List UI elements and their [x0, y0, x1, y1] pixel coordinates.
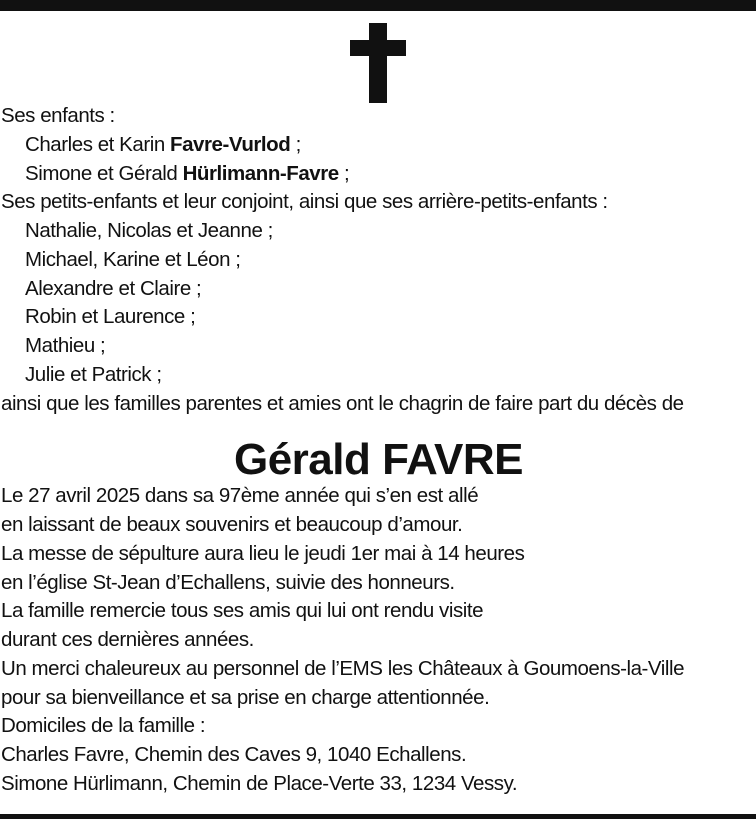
detail-line: Le 27 avril 2025 dans sa 97ème année qui s’en est allé: [1, 484, 479, 508]
detail-line: Domiciles de la famille :: [1, 714, 206, 738]
child-tail: ;: [290, 132, 301, 156]
grandchild-entry: Michael, Karine et Léon ;: [25, 247, 241, 271]
detail-line: en l’église St-Jean d’Echallens, suivie des honneurs.: [1, 570, 455, 594]
details-block: [1, 482, 756, 798]
closing-line: ainsi que les familles parentes et amies ont le chagrin de faire part du décès de: [1, 391, 684, 415]
detail-line: Un merci chaleureux au personnel de l’EMS les Châteaux à Goumoens-la-Ville: [1, 656, 685, 680]
address-line: Charles Favre, Chemin des Caves 9, 1040 Echallens.: [1, 743, 467, 766]
child-tail: ;: [338, 161, 350, 185]
obituary-text: [1, 102, 756, 799]
detail-line: durant ces dernières années.: [1, 628, 254, 651]
child-entry: [1, 131, 756, 160]
grandchild-entry: Nathalie, Nicolas et Jeanne ;: [25, 219, 273, 242]
child-entry: [1, 160, 756, 189]
grandchild-entry: Alexandre et Claire ;: [25, 276, 202, 300]
detail-line: La famille remercie tous ses amis qui lui ont rendu visite: [1, 599, 484, 623]
address-line: Simone Hürlimann, Chemin de Place-Verte 33, 1234 Vessy.: [1, 771, 518, 795]
grandchild-entry: Robin et Laurence ;: [25, 305, 196, 329]
grandchild-entry: Julie et Patrick ;: [25, 362, 162, 386]
child-surname: Hürlimann-Favre: [182, 161, 339, 185]
grandchildren-heading: Ses petits-enfants et leur conjoint, ainsi que ses arrière-petits-enfants :: [1, 190, 608, 214]
cross-icon: [350, 23, 406, 103]
child-surname: Favre-Vurlod: [170, 132, 291, 156]
detail-line: La messe de sépulture aura lieu le jeudi 1er mai à 14 heures: [1, 541, 525, 565]
child-names: Charles et Karin: [25, 132, 171, 156]
detail-line: pour sa bienveillance et sa prise en charge attentionnée.: [1, 685, 490, 709]
bottom-border-rule: [0, 814, 756, 819]
grandchild-entry: Mathieu ;: [25, 334, 106, 357]
child-names: Simone et Gérald: [25, 161, 183, 185]
children-heading: Ses enfants :: [1, 104, 115, 127]
detail-line: en laissant de beaux souvenirs et beaucoup d’amour.: [1, 513, 463, 536]
deceased-name: Gérald FAVRE: [233, 435, 524, 485]
top-border-rule: [0, 0, 756, 11]
